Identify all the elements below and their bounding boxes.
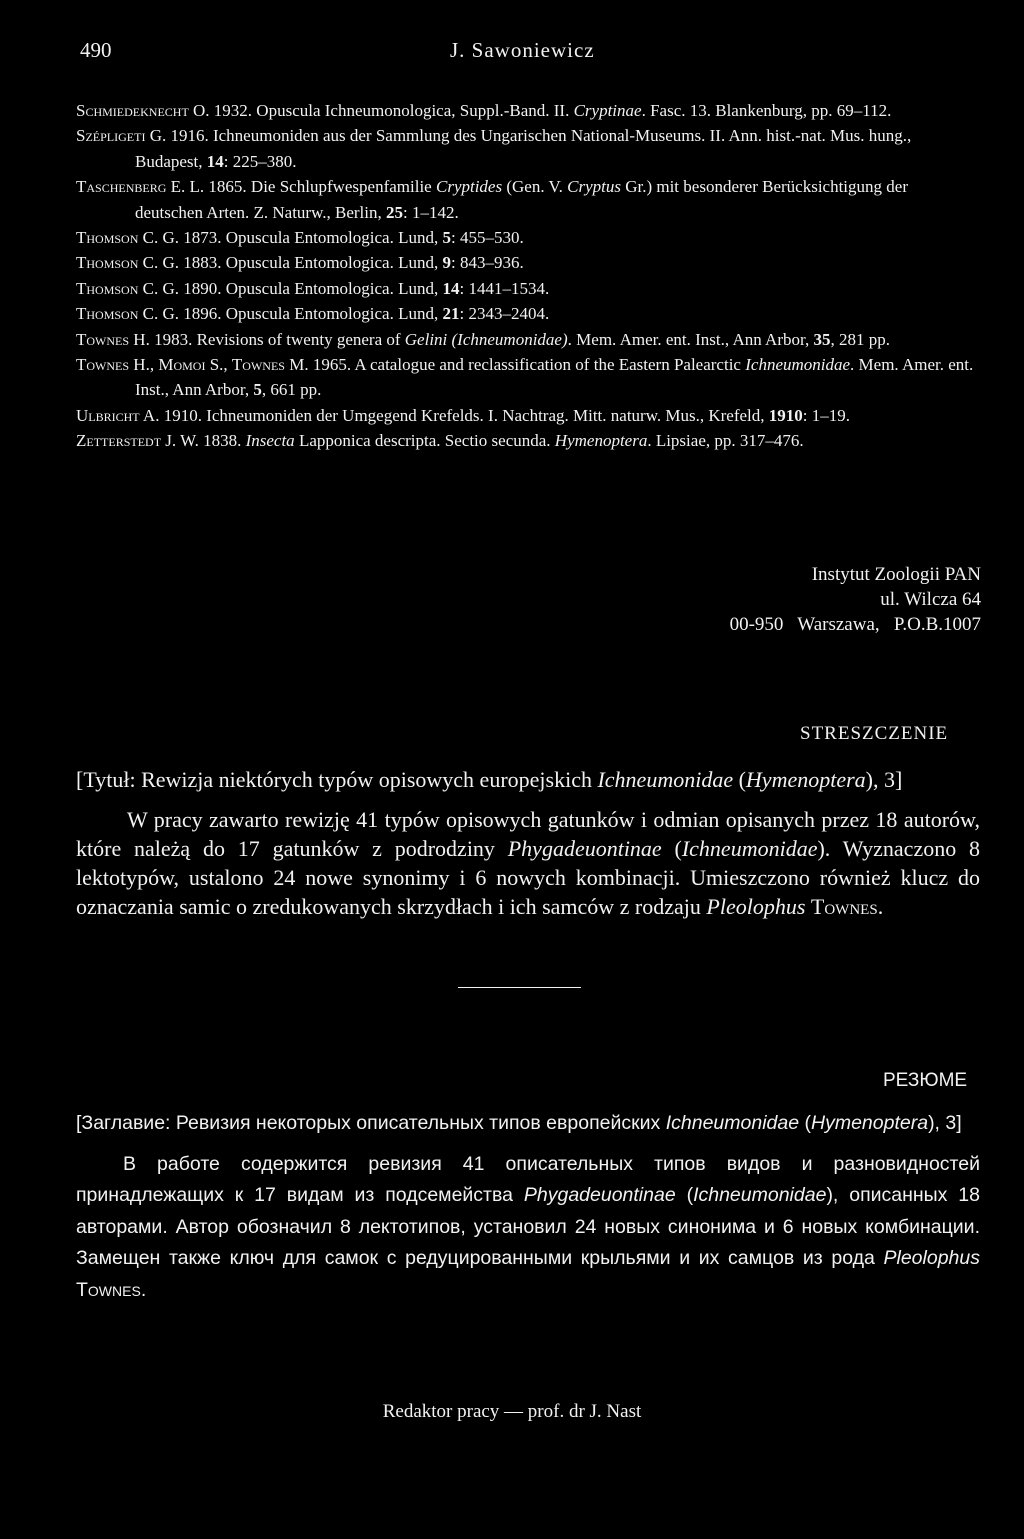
section-divider	[458, 987, 581, 988]
reference-text: . Mem. Amer. ent. Inst., Ann Arbor,	[135, 355, 974, 400]
reference-author: Zetterstedt	[76, 431, 162, 451]
reference-author: Schmiedeknecht	[76, 101, 189, 120]
reference-entry	[76, 225, 980, 250]
reference-text: J. W. 1838.	[161, 431, 246, 451]
russian-title: [Заглавие: Ревизия некоторых описательных типов европейских Ichneumonidae (Hymenoptera), 3]	[76, 1112, 962, 1134]
editor-credit: Redaktor pracy — prof. dr J. Nast	[382, 1401, 642, 1422]
reference-text: G. 1916. Ichneumoniden aus der Sammlung des Ungarischen National-Museums. II. Ann. hist.-nat. Mus. hung., Budapest,	[135, 126, 912, 171]
reference-entry	[76, 428, 980, 453]
polish-summary-heading: STRESZCZENIE	[800, 723, 949, 744]
reference-text: , 661 pp.	[261, 380, 322, 400]
reference-author: Thomson	[76, 304, 139, 324]
reference-text: Insecta	[245, 431, 295, 451]
reference-text: 14	[442, 278, 460, 298]
reference-author: Thomson	[76, 278, 139, 298]
reference-text: 5	[442, 228, 451, 248]
reference-text: 9	[442, 253, 451, 273]
reference-text: : 1–19.	[802, 405, 851, 425]
reference-entry	[76, 403, 980, 428]
reference-list	[76, 98, 980, 454]
author-address	[693, 562, 981, 637]
reference-text: C. G. 1890. Opuscula Entomologica. Lund,	[138, 278, 443, 298]
reference-text: Gr.) mit besonderer Berücksichtigung der deutschen Arten. Z. Naturw., Berlin,	[135, 177, 908, 222]
reference-text: H.,	[129, 355, 159, 375]
reference-entry	[76, 174, 980, 225]
reference-text: (Gen. V.	[502, 177, 568, 197]
reference-text: S.,	[205, 355, 232, 375]
reference-text: Lapponica descripta. Sectio secunda.	[294, 431, 555, 451]
russian-body: В работе содержится ревизия 41 описательных типов видов и разновидностей принадлежащих к 17 видам из подсемейства Phygadeuontinae (Ichneumonidae), описанных 18 авторами. Автор обозначил 8 лектотипов, установил 24 новых синонима и 6 новых комбинации. Замещен также ключ для самок с редуцированными крыльями и их самцов из рода Pleolophus Townes.	[76, 1152, 980, 1301]
russian-summary	[76, 1108, 980, 1306]
reference-text: 14	[206, 151, 224, 171]
reference-text: : 2343–2404.	[459, 304, 550, 324]
reference-entry	[76, 123, 980, 174]
reference-text: M. 1965. A catalogue and reclassification of the Eastern Palearctic	[284, 355, 746, 375]
reference-author: Townes	[76, 355, 130, 375]
reference-text: Hymenoptera	[554, 431, 648, 451]
address-line: ul. Wilcza 64	[880, 589, 981, 610]
reference-text: Ichneumonidae	[745, 355, 851, 375]
reference-text: H. 1983. Revisions of twenty genera of	[129, 329, 405, 349]
russian-summary-heading: РЕЗЮМЕ	[883, 1070, 968, 1091]
reference-text: Cryptus	[567, 177, 621, 197]
polish-body: W pracy zawarto rewizję 41 typów opisowych gatunków i odmian opisanych przez 18 autorów, które należą do 17 gatunków z podrodziny Phygadeuontinae (Ichneumonidae). Wyznaczono 8 lektotypów, ustalono 24 nowe synonimy i 6 nowych kombinacji. Umieszczono również klucz do oznaczania samic o zredukowanych skrzydłach i ich samców z rodzaju Pleolophus Townes.	[76, 807, 981, 919]
reference-text: . Lipsiae, pp. 317–476.	[647, 431, 804, 451]
reference-entry	[76, 250, 980, 275]
reference-text: A. 1910. Ichneumoniden der Umgegend Krefelds. I. Nachtrag. Mitt. naturw. Mus., Krefeld,	[139, 405, 769, 425]
reference-text: : 1–142.	[403, 202, 459, 222]
reference-entry	[76, 301, 980, 326]
reference-text: : 455–530.	[450, 228, 524, 248]
address-line: 00-950 Warszawa, P.O.B.1007	[729, 614, 981, 635]
reference-text: Gelini (Ichneumonidae)	[404, 329, 568, 349]
reference-author: Taschenberg	[76, 177, 167, 197]
reference-text: Cryptinae	[573, 101, 642, 120]
reference-author: Thomson	[76, 253, 139, 273]
polish-summary	[76, 765, 980, 921]
reference-author: Thomson	[76, 228, 139, 248]
polish-title: [Tytuł: Rewizja niektórych typów opisowych europejskich Ichneumonidae (Hymenoptera), 3]	[76, 767, 903, 792]
reference-author: Townes	[231, 355, 285, 375]
reference-entry	[76, 276, 980, 301]
reference-author: Ulbricht	[76, 405, 140, 425]
reference-text: C. G. 1883. Opuscula Entomologica. Lund,	[138, 253, 443, 273]
reference-text: . Mem. Amer. ent. Inst., Ann Arbor,	[567, 329, 814, 349]
reference-text: : 1441–1534.	[459, 278, 550, 298]
reference-text: 21	[442, 304, 460, 324]
reference-text: : 843–936.	[450, 253, 524, 273]
reference-author: Momoi	[158, 355, 206, 375]
reference-text: : 225–380.	[223, 151, 297, 171]
page-number: 490	[80, 38, 112, 62]
reference-text: 25	[386, 202, 403, 222]
running-head: J. Sawoniewicz	[450, 38, 595, 62]
reference-text: C. G. 1873. Opuscula Entomologica. Lund,	[138, 228, 443, 248]
reference-text: , 281 pp.	[830, 329, 890, 349]
reference-text: . Fasc. 13. Blankenburg, pp. 69–112.	[641, 101, 892, 120]
address-line: Instytut Zoologii PAN	[811, 564, 981, 585]
reference-author: Townes	[76, 329, 130, 349]
reference-text: 1910	[768, 405, 803, 425]
reference-text: O. 1932. Opuscula Ichneumonologica, Suppl.-Band. II.	[188, 101, 574, 120]
reference-text: 5	[253, 380, 262, 400]
reference-entry	[76, 98, 980, 123]
reference-text: Cryptides	[435, 177, 503, 197]
reference-text: 35	[813, 329, 831, 349]
reference-text: C. G. 1896. Opuscula Entomologica. Lund,	[138, 304, 443, 324]
reference-entry	[76, 327, 980, 352]
reference-entry	[76, 352, 980, 403]
reference-text: E. L. 1865. Die Schlupfwespenfamilie	[166, 177, 436, 197]
reference-author: Szépligeti	[76, 126, 146, 146]
